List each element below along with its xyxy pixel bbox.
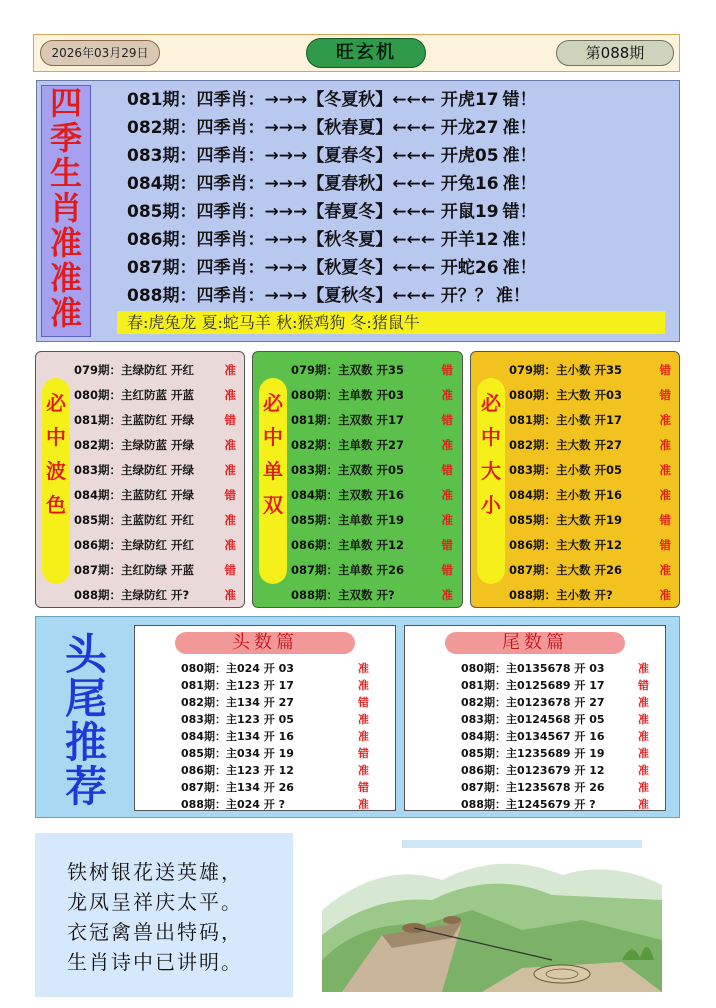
seasons-list <box>127 86 667 310</box>
list-item: 088期：主024 开 ? 准 <box>181 798 369 811</box>
poem-line: 衣冠禽兽出特码， <box>67 920 243 944</box>
list-item: 080期：主024 开 03 准 <box>181 662 369 675</box>
list-item: 081期：主0125689 开 17 错 <box>461 679 649 692</box>
head-tail-side-title: 头 尾 推 荐 <box>64 630 107 811</box>
poem-line: 生肖诗中已讲明。 <box>67 950 243 974</box>
poem-line: 铁树银花送英雄， <box>67 860 243 884</box>
list-item: 086期：主123 开 12 准 <box>181 764 369 777</box>
list-item: 086期：四季肖：→→→【秋冬夏】←←← 开羊12 准！ <box>127 230 537 250</box>
list-item: 081期：四季肖：→→→【冬夏秋】←←← 开虎17 错！ <box>127 90 537 110</box>
list-item: 087期：主大数 开26 准 <box>509 563 671 577</box>
box-list <box>74 358 242 608</box>
list-item: 081期：主蓝防红 开绿 错 <box>74 413 236 427</box>
poem-line: 龙凤呈祥庆太平。 <box>67 890 243 914</box>
result-label: 准！ <box>502 146 537 166</box>
list-item: 083期：主小数 开05 准 <box>509 463 671 477</box>
list-item: 084期：主双数 开16 准 <box>291 488 453 502</box>
odd-even-box <box>252 351 463 608</box>
list-item: 085期：主单数 开19 准 <box>291 513 453 527</box>
wave-color-box <box>35 351 245 608</box>
list-item: 084期：主蓝防红 开绿 错 <box>74 488 236 502</box>
list-item: 088期：主1245679 开 ? 准 <box>461 798 649 811</box>
list-item: 083期：主双数 开05 错 <box>291 463 453 477</box>
list-item: 084期：四季肖：→→→【夏春秋】←←← 开兔16 准！ <box>127 174 537 194</box>
header-bar <box>33 34 680 72</box>
seasons-legend: 春:虎兔龙 夏:蛇马羊 秋:猴鸡狗 冬:猪鼠牛 <box>117 311 665 334</box>
list-item: 085期：主1235689 开 19 准 <box>461 747 649 760</box>
list-item: 081期：主小数 开17 准 <box>509 413 671 427</box>
list-item: 083期：主123 开 05 准 <box>181 713 369 726</box>
list-item: 088期：四季肖：→→→【夏秋冬】←←← 开？？ 准！ <box>127 286 530 306</box>
list-item: 080期：主红防蓝 开蓝 准 <box>74 388 236 402</box>
list-item: 082期：主大数 开27 准 <box>509 438 671 452</box>
list-item: 085期：四季肖：→→→【春夏冬】←←← 开鼠19 错！ <box>127 202 537 222</box>
list-item: 087期：主红防绿 开蓝 错 <box>74 563 236 577</box>
list-item: 088期：主小数 开? 准 <box>509 588 671 602</box>
box-side-title: 必 中 单 双 <box>259 378 287 584</box>
list-item: 079期：主双数 开35 错 <box>291 363 453 377</box>
panel-title: 头数篇 <box>175 632 355 654</box>
result-label: 准！ <box>502 174 537 194</box>
list-item: 080期：主单数 开03 准 <box>291 388 453 402</box>
side-char: 四 <box>49 84 82 122</box>
box-list <box>291 358 459 608</box>
list-item: 084期：主小数 开16 准 <box>509 488 671 502</box>
tail-number-panel <box>404 625 666 811</box>
list-item: 082期：主0123678 开 27 准 <box>461 696 649 709</box>
big-small-box <box>470 351 680 608</box>
list-item: 079期：主绿防红 开红 准 <box>74 363 236 377</box>
list-item: 082期：主单数 开27 准 <box>291 438 453 452</box>
list-item: 082期：主134 开 27 错 <box>181 696 369 709</box>
list-item: 088期：主绿防红 开? 准 <box>74 588 236 602</box>
list-item: 087期：主1235678 开 26 准 <box>461 781 649 794</box>
result-label: 准！ <box>502 230 537 250</box>
head-tail-panel <box>35 616 680 818</box>
result-label: 准！ <box>502 118 537 138</box>
list-item: 080期：主大数 开03 错 <box>509 388 671 402</box>
result-label: 错！ <box>502 202 537 222</box>
list-item: 088期：主双数 开? 准 <box>291 588 453 602</box>
list-item: 081期：主双数 开17 错 <box>291 413 453 427</box>
list-item: 086期：主大数 开12 错 <box>509 538 671 552</box>
head-number-panel <box>134 625 396 811</box>
list-item: 087期：四季肖：→→→【秋夏冬】←←← 开蛇26 准！ <box>127 258 537 278</box>
side-char: 准 <box>49 224 82 262</box>
box-side-title: 必 中 波 色 <box>42 378 70 584</box>
issue-badge: 第088期 <box>556 40 674 66</box>
panel-title: 尾数篇 <box>445 632 625 654</box>
list-item: 086期：主单数 开12 错 <box>291 538 453 552</box>
four-seasons-panel <box>36 80 680 342</box>
list-item: 084期：主0134567 开 16 准 <box>461 730 649 743</box>
result-label: 错！ <box>502 90 537 110</box>
list-item: 079期：主小数 开35 错 <box>509 363 671 377</box>
landscape-illustration <box>322 840 662 992</box>
date-badge: 2026年03月29日 <box>40 40 160 66</box>
list-item: 087期：主134 开 26 错 <box>181 781 369 794</box>
side-char: 肖 <box>49 189 82 227</box>
list-item: 081期：主123 开 17 准 <box>181 679 369 692</box>
side-char: 准 <box>49 294 82 332</box>
side-char: 准 <box>49 259 82 297</box>
list-item: 083期：主0124568 开 05 准 <box>461 713 649 726</box>
list-item: 083期：四季肖：→→→【夏春冬】←←← 开虎05 准！ <box>127 146 537 166</box>
list-item: 082期：主绿防蓝 开绿 准 <box>74 438 236 452</box>
list-item: 084期：主134 开 16 准 <box>181 730 369 743</box>
result-label: 准！ <box>502 258 537 278</box>
panel-list <box>461 660 671 813</box>
list-item: 085期：主蓝防红 开红 准 <box>74 513 236 527</box>
seasons-side-title <box>41 85 91 337</box>
list-item: 083期：主绿防红 开绿 准 <box>74 463 236 477</box>
panel-list <box>181 660 391 813</box>
list-item: 087期：主单数 开26 错 <box>291 563 453 577</box>
poem-box <box>35 833 293 997</box>
list-item: 086期：主绿防红 开红 准 <box>74 538 236 552</box>
side-char: 生 <box>49 154 82 192</box>
list-item: 082期：四季肖：→→→【秋春夏】←←← 开龙27 准！ <box>127 118 537 138</box>
list-item: 085期：主大数 开19 错 <box>509 513 671 527</box>
page-title: 旺玄机 <box>306 38 426 68</box>
list-item: 085期：主034 开 19 错 <box>181 747 369 760</box>
result-label: 准！ <box>495 286 530 306</box>
side-char: 季 <box>49 119 82 157</box>
box-side-title: 必 中 大 小 <box>477 378 505 584</box>
box-list <box>509 358 677 608</box>
list-item: 080期：主0135678 开 03 准 <box>461 662 649 675</box>
list-item: 086期：主0123679 开 12 准 <box>461 764 649 777</box>
